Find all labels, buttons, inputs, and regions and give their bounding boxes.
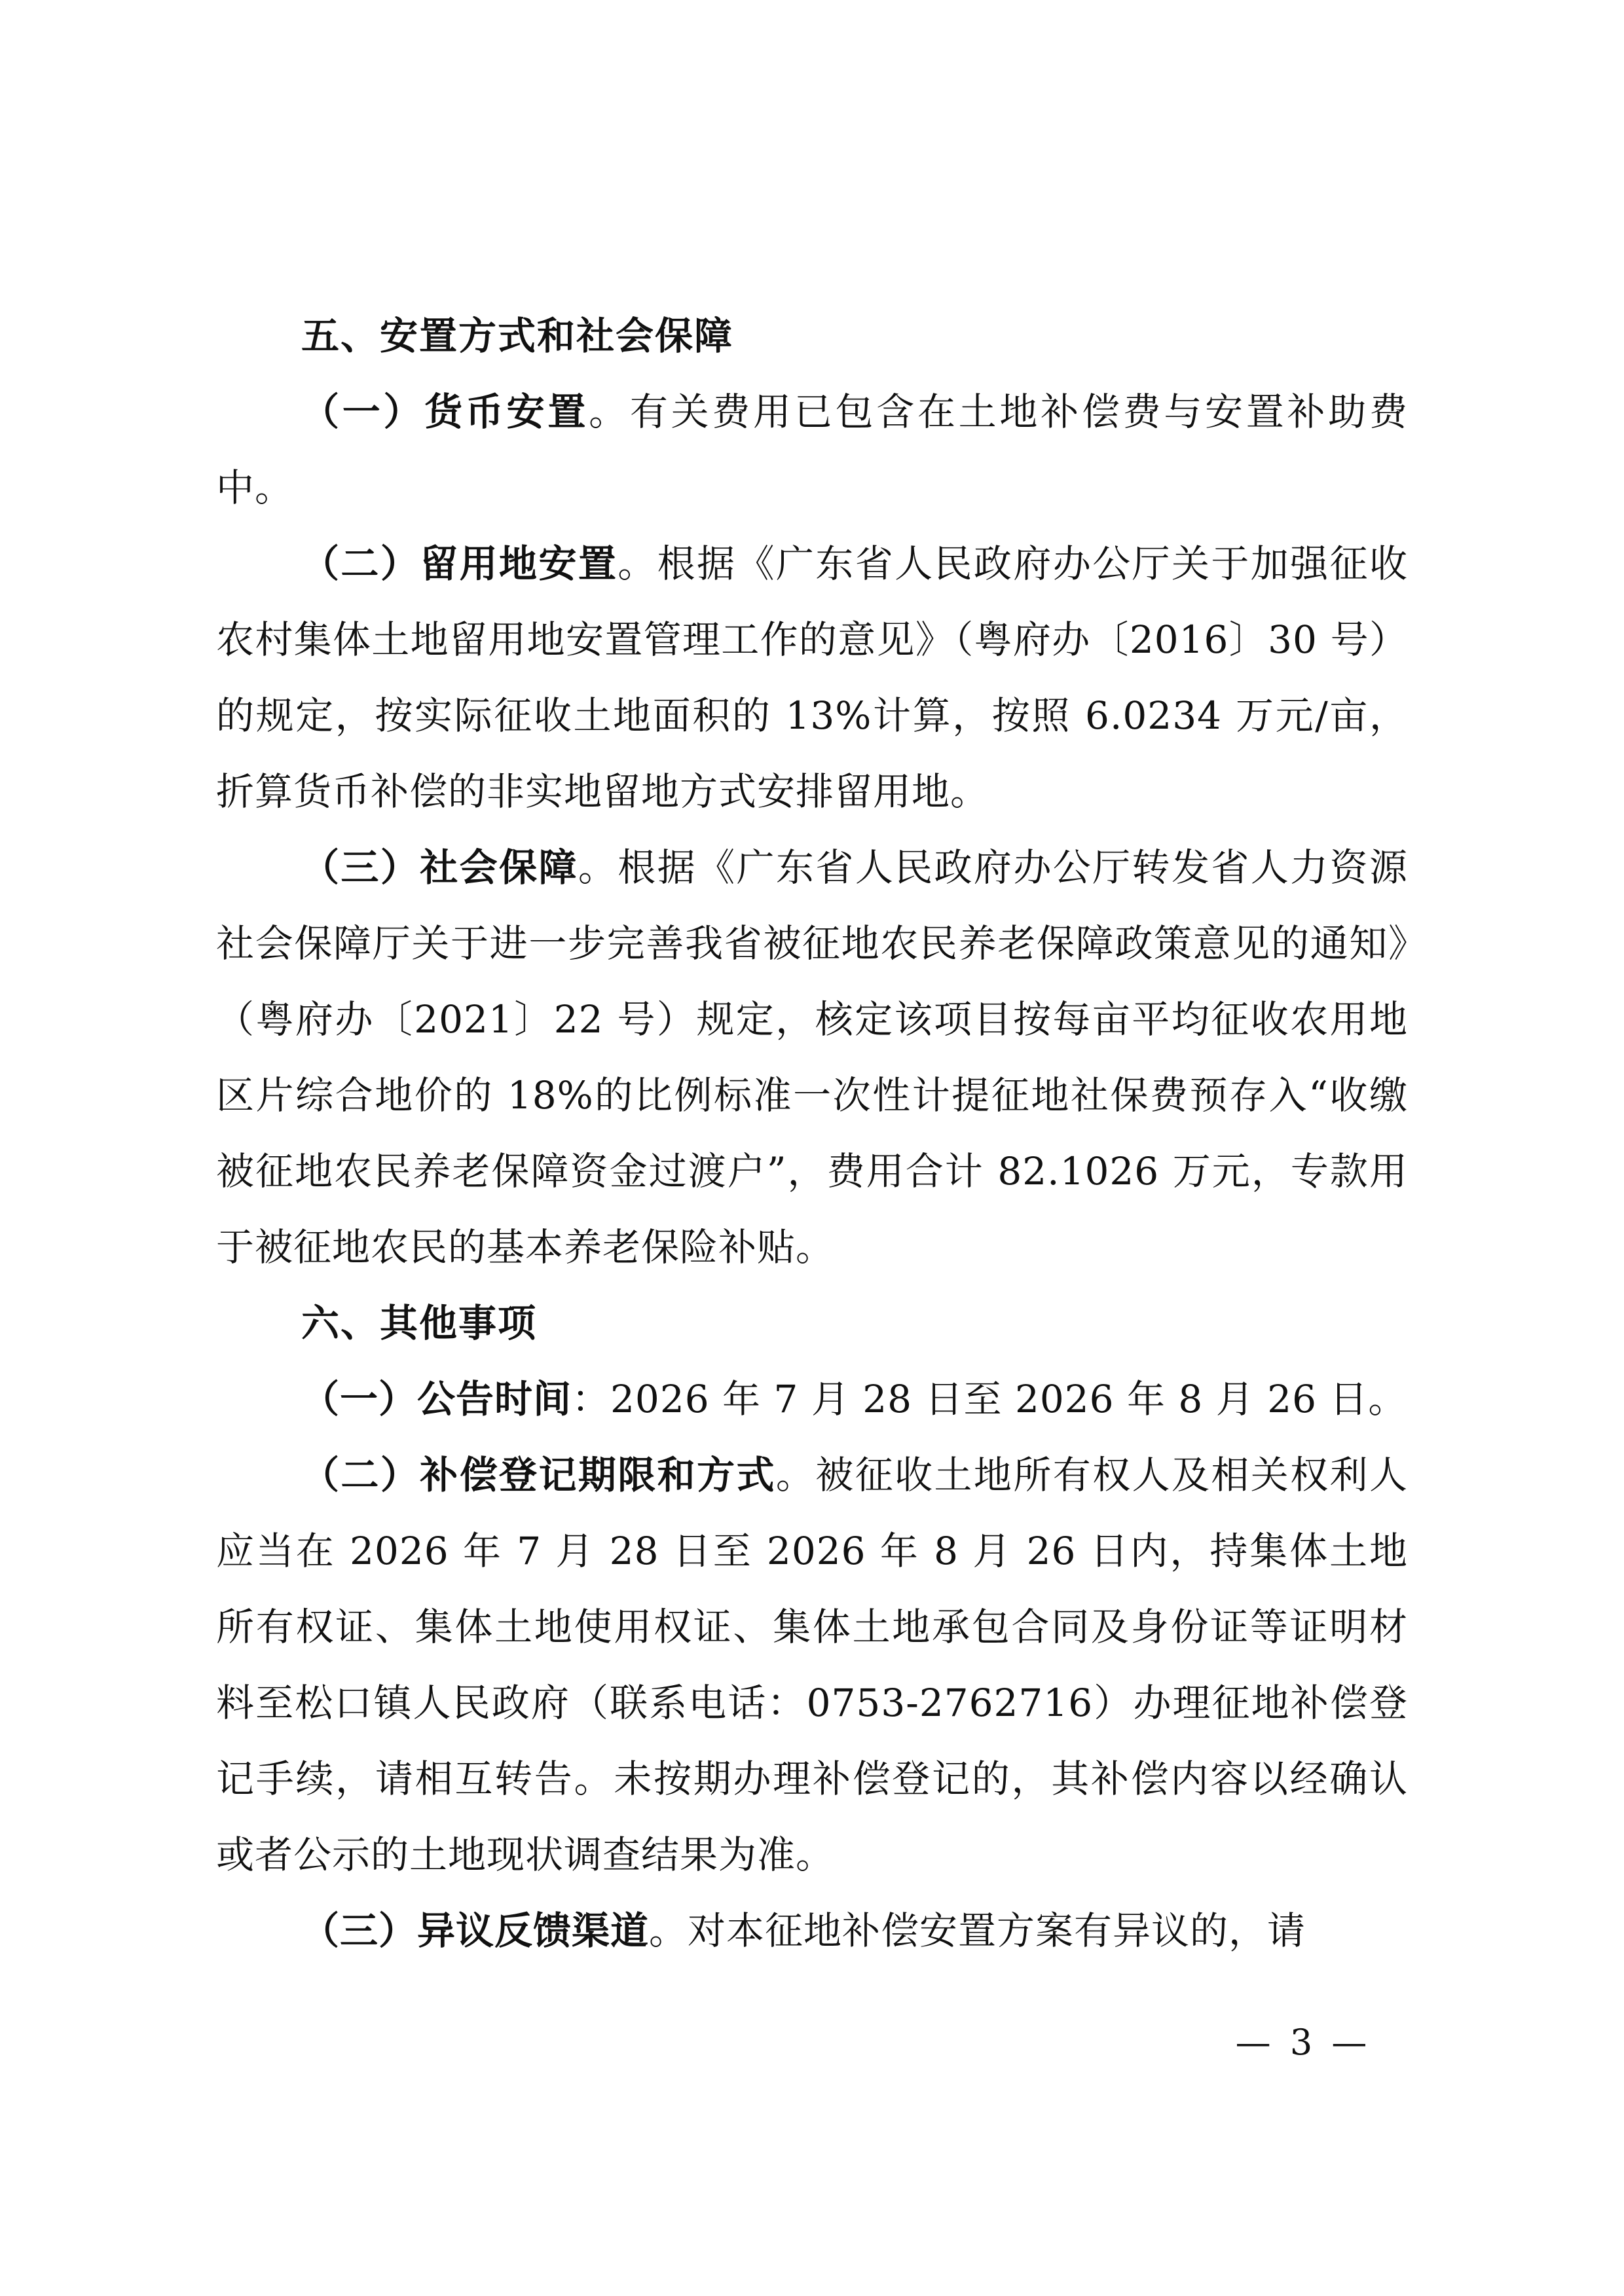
item-body: 。有关费用已包含在土地补偿费与安置补助费中。 bbox=[216, 390, 1408, 510]
section-heading-other-matters: 六、其他事项 bbox=[301, 1301, 538, 1345]
item-body: 。根据《广东省人民政府办公厅关于加强征收农村集体土地留用地安置管理工作的意见》（粤府办〔2016〕30 号）的规定，按实际征收土地面积的 13%计算，按照 6.0234 万元/亩，折算货币补偿的非实地留地方式安排留用地。 bbox=[216, 541, 1408, 814]
item-lead: （二）留用地安置 bbox=[301, 541, 618, 586]
paragraph-notice-period bbox=[216, 1361, 1408, 1437]
paragraph-registration bbox=[216, 1437, 1408, 1893]
item-body: ：2026 年 7 月 28 日至 2026 年 8 月 26 日。 bbox=[572, 1377, 1407, 1421]
item-body: 。对本征地补偿安置方案有异议的，请 bbox=[649, 1908, 1306, 1953]
item-lead: （三）异议反馈渠道 bbox=[301, 1908, 650, 1953]
paragraph-reserved-land bbox=[216, 526, 1408, 829]
item-lead: （二）补偿登记期限和方式 bbox=[301, 1453, 776, 1497]
section-heading-resettlement: 五、安置方式和社会保障 bbox=[301, 314, 734, 358]
document-body bbox=[216, 298, 1408, 1969]
item-lead: （三）社会保障 bbox=[301, 845, 578, 890]
paragraph-monetary-resettlement bbox=[216, 374, 1408, 526]
paragraph-social-security bbox=[216, 829, 1408, 1285]
item-lead: （一）货币安置 bbox=[301, 390, 589, 434]
item-lead: （一）公告时间 bbox=[301, 1377, 572, 1421]
item-body: 。被征收土地所有权人及相关权利人应当在 2026 年 7 月 28 日至 2026 年 8 月 26 日内，持集体土地所有权证、集体土地使用权证、集体土地承包合同及身份证等证明材料至松口镇人民政府（联系电话：0753-2762716）办理征地补偿登记手续，请相互转告。未按期办理补偿登记的，其补偿内容以经确认或者公示的土地现状调查结果为准。 bbox=[216, 1453, 1408, 1877]
page-number: — 3 — bbox=[1235, 2022, 1371, 2063]
paragraph-objection-channel bbox=[216, 1893, 1408, 1969]
item-body: 。根据《广东省人民政府办公厅转发省人力资源社会保障厅关于进一步完善我省被征地农民养老保障政策意见的通知》（粤府办〔2021〕22 号）规定，核定该项目按每亩平均征收农用地区片综合地价的 18%的比例标准一次性计提征地社保费预存入“收缴被征地农民养老保障资金过渡户”，费用合计 82.1026 万元，专款用于被征地农民的基本养老保险补贴。 bbox=[216, 845, 1408, 1269]
